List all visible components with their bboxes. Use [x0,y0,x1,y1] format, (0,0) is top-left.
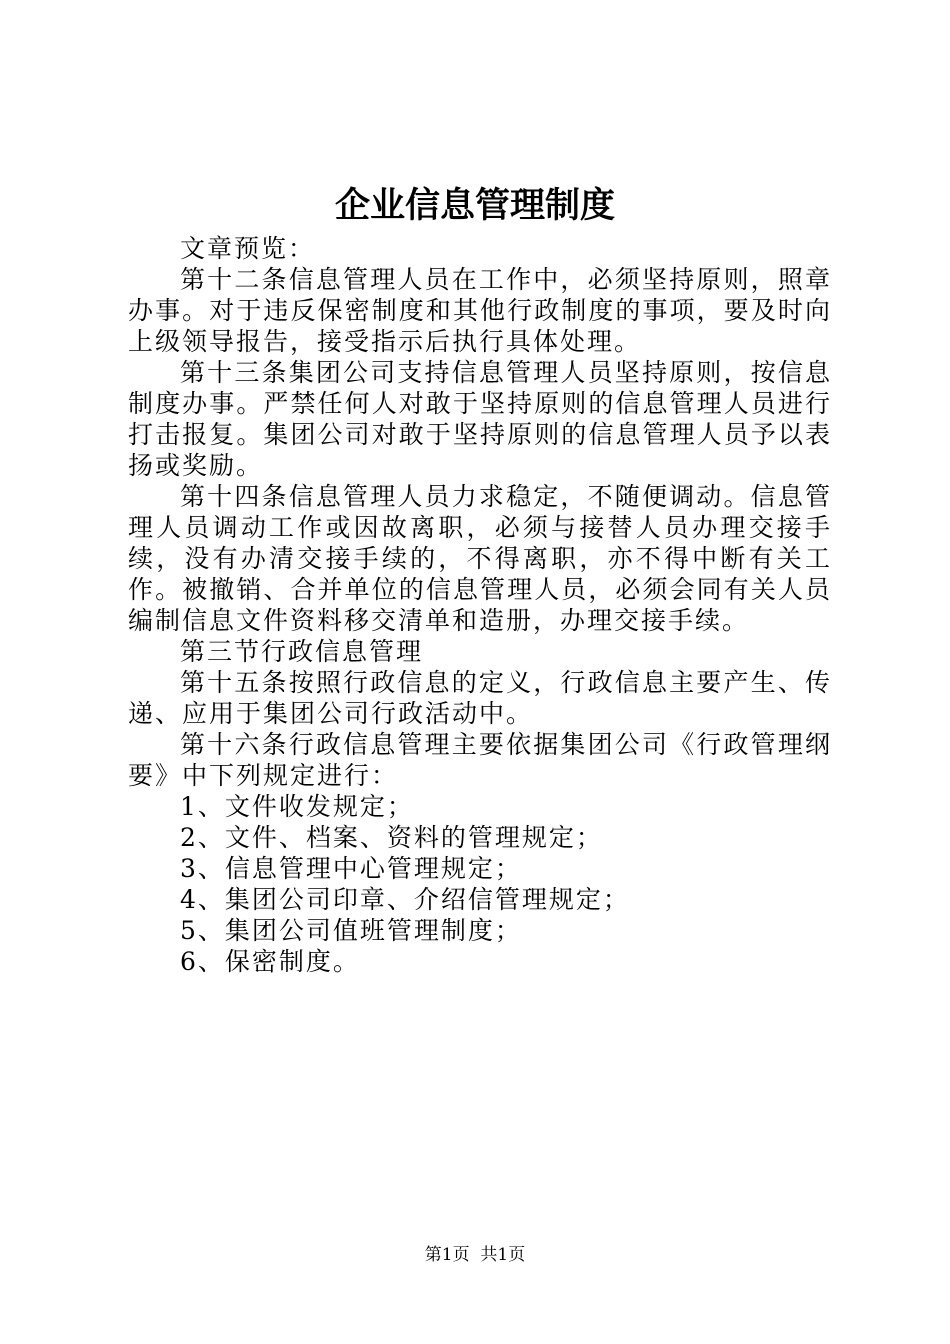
list-item: 2、文件、档案、资料的管理规定； [180,823,603,852]
list-item: 6、保密制度。 [180,947,360,976]
list-item: 5、集团公司值班管理制度； [180,916,522,945]
list-item: 1、文件收发规定； [180,792,414,821]
paragraph-article-15: 第十五条按照行政信息的定义，行政信息主要产生、传递、应用于集团公司行政活动中。 [128,668,832,728]
paragraph-article-12: 第十二条信息管理人员在工作中，必须坚持原则，照章办事。对于违反保密制度和其他行政制度的事项，要及时向上级领导报告，接受指示后执行具体处理。 [128,265,832,356]
list-item: 3、信息管理中心管理规定； [180,854,522,883]
page-footer: 第1页 共1页 [424,1245,526,1265]
document-title: 企业信息管理制度 [334,186,615,226]
paragraph-article-16: 第十六条行政信息管理主要依据集团公司《行政管理纲要》中下列规定进行： [128,730,832,790]
paragraph-preview-label: 文章预览： [180,234,316,263]
section-heading-3: 第三节行政信息管理 [180,637,424,666]
document-body [128,233,832,977]
list-item: 4、集团公司印章、介绍信管理规定； [180,885,630,914]
paragraph-article-13: 第十三条集团公司支持信息管理人员坚持原则，按信息制度办事。严禁任何人对敢于坚持原则的信息管理人员进行打击报复。集团公司对敢于坚持原则的信息管理人员予以表扬或奖励。 [128,358,832,480]
paragraph-article-14: 第十四条信息管理人员力求稳定，不随便调动。信息管理人员调动工作或因故离职，必须与接替人员办理交接手续，没有办清交接手续的，不得离职，亦不得中断有关工作。被撤销、合并单位的信息管理人员，必须会同有关人员编制信息文件资料移交清单和造册，办理交接手续。 [128,482,832,635]
